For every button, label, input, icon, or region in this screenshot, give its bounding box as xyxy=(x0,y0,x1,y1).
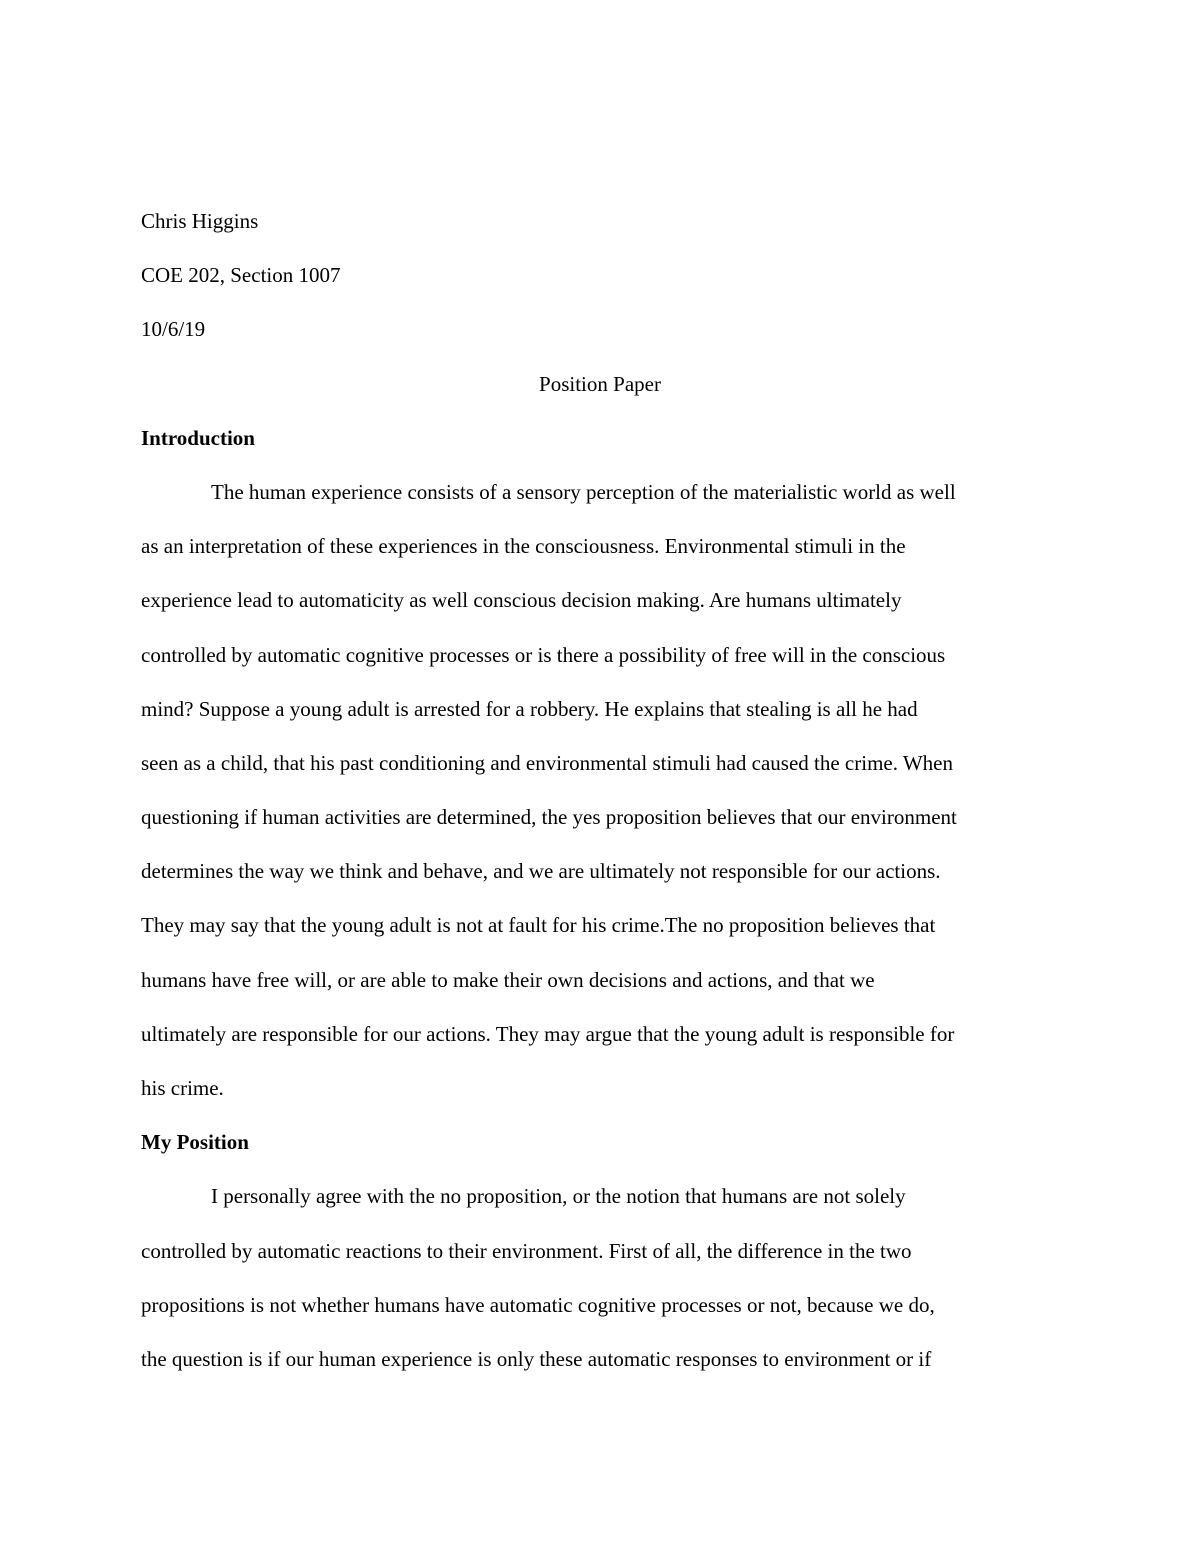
paragraph-line: They may say that the young adult is not at fault for his crime.The no proposition believes that xyxy=(141,913,936,938)
document-body xyxy=(141,194,1059,1386)
course-info: COE 202, Section 1007 xyxy=(141,263,341,288)
my-position-paragraph xyxy=(141,1169,1059,1386)
paragraph-line: seen as a child, that his past conditioning and environmental stimuli had caused the crime. When xyxy=(141,750,953,775)
paragraph-line: questioning if human activities are determined, the yes proposition believes that our environment xyxy=(141,805,957,830)
paragraph-line: ultimately are responsible for our actions. They may argue that the young adult is responsible for xyxy=(141,1021,955,1046)
introduction-paragraph xyxy=(141,465,1059,1115)
paragraph-line: his crime. xyxy=(141,1076,224,1100)
paragraph-line: controlled by automatic reactions to their environment. First of all, the difference in the two xyxy=(141,1238,912,1263)
document-title: Position Paper xyxy=(539,371,661,396)
paragraph-line: determines the way we think and behave, and we are ultimately not responsible for our actions. xyxy=(141,859,941,884)
paragraph-line: as an interpretation of these experiences in the consciousness. Environmental stimuli in the xyxy=(141,534,906,559)
paragraph-line: I personally agree with the no proposition, or the notion that humans are not solely xyxy=(211,1184,906,1209)
document-date: 10/6/19 xyxy=(141,317,206,342)
section-heading-introduction: Introduction xyxy=(141,425,255,450)
author-name: Chris Higgins xyxy=(141,209,259,233)
section-heading-my-position: My Position xyxy=(141,1130,249,1155)
paragraph-line: experience lead to automaticity as well conscious decision making. Are humans ultimately xyxy=(141,588,902,613)
paragraph-line: controlled by automatic cognitive processes or is there a possibility of free will in the conscious xyxy=(141,642,946,667)
paragraph-line: mind? Suppose a young adult is arrested for a robbery. He explains that stealing is all he had xyxy=(141,696,918,721)
paragraph-line: The human experience consists of a sensory perception of the materialistic world as well xyxy=(211,479,956,504)
paragraph-line: propositions is not whether humans have automatic cognitive processes or not, because we do, xyxy=(141,1292,935,1317)
paragraph-line: the question is if our human experience is only these automatic responses to environment or if xyxy=(141,1346,932,1371)
paragraph-line: humans have free will, or are able to make their own decisions and actions, and that we xyxy=(141,967,875,992)
